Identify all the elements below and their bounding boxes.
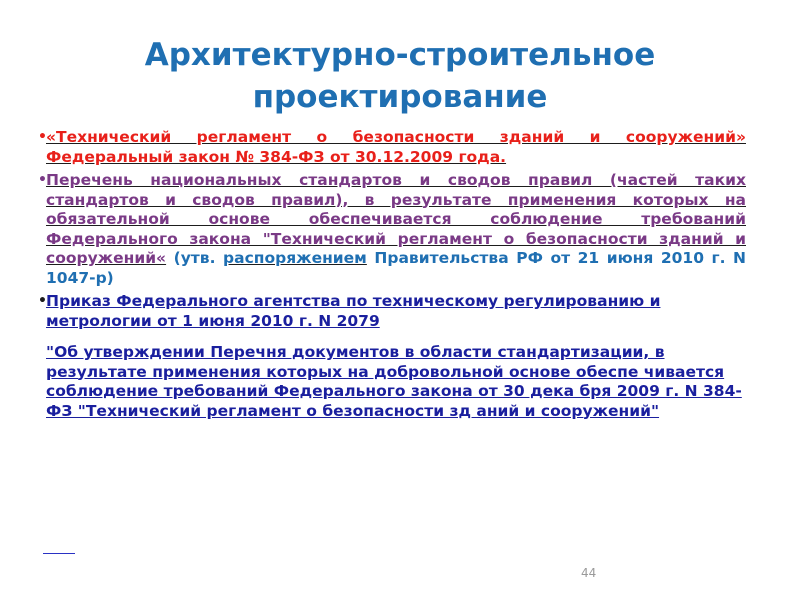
bullet-icon: • [38,129,47,145]
title-line-2: проектирование [252,79,548,115]
regulation-link[interactable]: «Технический регламент о безопасности зданий и сооружений» Федеральный закон № 384-ФЗ от 30.12.2009 года. [46,128,746,166]
order-title-link[interactable]: "Об утверждении Перечня документов в области стандартизации, в результате применения которых на добровольной основе обеспе чивается соблюдение требований Федерального закона от 30 дека бря 2009 г. N 384-ФЗ "Технический регламент о безопасности зд аний и сооружений" [46,343,742,420]
page-number: 44 [581,566,597,580]
title-line-1: Архитектурно-строительное [144,37,656,73]
bullet-icon: • [38,172,47,188]
standards-list-link[interactable]: Перечень национальных стандартов и сводов правил (частей таких стандартов и сводов правил), в результате применения которых на обязательной основе обеспечивается соблюдение требований Федерального закона "Технический регламент о безопасности зданий и сооружений« [46,171,746,267]
list-item-order [38,292,746,421]
list-item-standards [38,171,746,288]
approval-prefix: (утв. [166,249,224,267]
decree-link[interactable]: распоряжением [223,249,367,267]
slide-title [0,34,800,118]
order-link[interactable]: Приказ Федерального агентства по техническому регулированию и метрологии от 1 июня 2010 г. N 2079 [46,292,661,330]
bullet-icon: • [38,293,47,309]
slide-body [38,128,746,425]
approval-tail: Правительства РФ от 21 июня 2010 г. N 1047-р) [46,249,746,287]
list-item-regulation [38,128,746,167]
empty-link-underline[interactable] [43,552,75,554]
